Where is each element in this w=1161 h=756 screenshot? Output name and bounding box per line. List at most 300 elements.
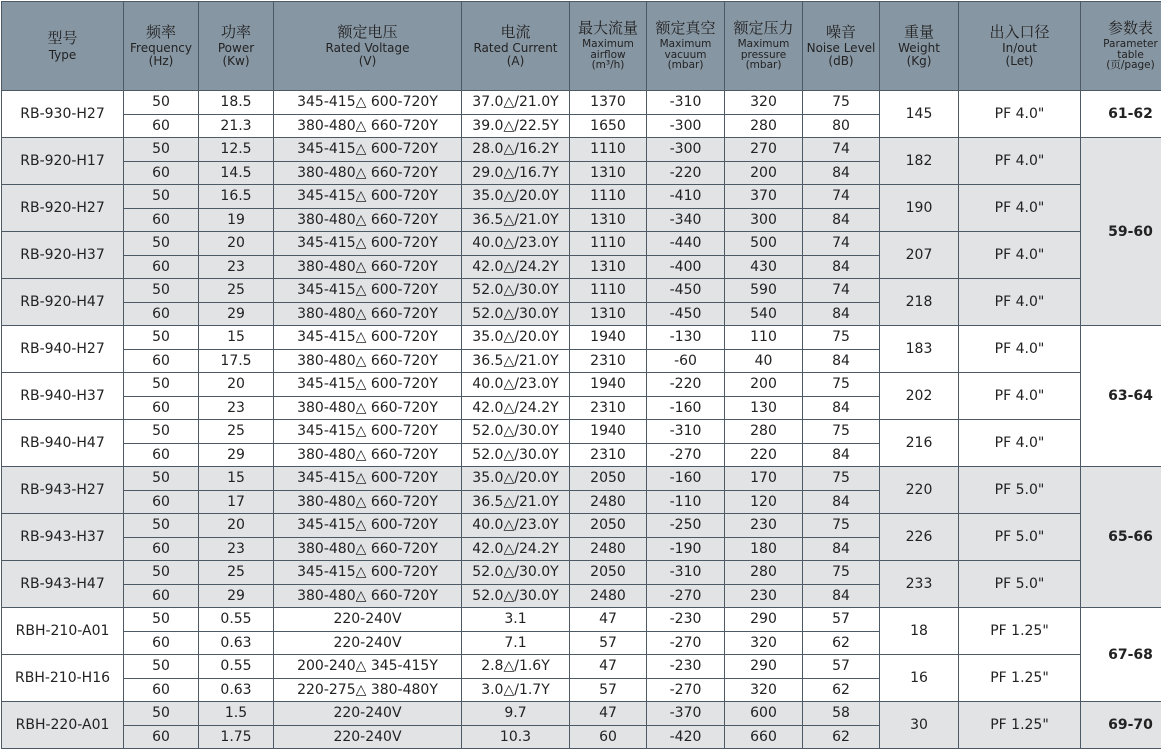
airflow-cell: 1310 — [570, 208, 647, 232]
frequency-cell: 60 — [124, 161, 199, 185]
in-out-cell: PF 5.0" — [959, 561, 1081, 608]
header-rated-current — [462, 2, 570, 91]
power-cell: 20 — [199, 514, 274, 538]
voltage-cell: 380-480△ 660-720Y — [274, 537, 462, 561]
current-cell: 42.0△/24.2Y — [462, 537, 570, 561]
noise-cell: 84 — [803, 349, 880, 373]
voltage-cell: 345-415△ 600-720Y — [274, 420, 462, 444]
current-cell: 36.5△/21.0Y — [462, 490, 570, 514]
header-type-en-0: Type — [2, 49, 123, 62]
header-frequency-en-0: Frequency — [124, 42, 198, 55]
frequency-cell: 50 — [124, 326, 199, 350]
header-noise-level-en-1: (dB) — [803, 55, 879, 68]
power-cell: 25 — [199, 279, 274, 303]
airflow-cell: 1650 — [570, 114, 647, 138]
weight-cell: 145 — [880, 91, 959, 138]
power-cell: 20 — [199, 232, 274, 256]
in-out-cell: PF 5.0" — [959, 514, 1081, 561]
noise-cell: 74 — [803, 138, 880, 162]
voltage-cell: 220-240V — [274, 725, 462, 749]
noise-cell: 75 — [803, 514, 880, 538]
power-cell: 25 — [199, 561, 274, 585]
voltage-cell: 345-415△ 600-720Y — [274, 373, 462, 397]
power-cell: 15 — [199, 467, 274, 491]
table-row — [2, 279, 1161, 303]
airflow-cell: 1110 — [570, 232, 647, 256]
header-rated-current-en-0: Rated Current — [462, 42, 569, 55]
in-out-cell: PF 1.25" — [959, 702, 1081, 749]
header-weight-en-0: Weight — [880, 42, 958, 55]
pressure-cell: 200 — [725, 161, 803, 185]
vacuum-cell: -160 — [647, 467, 725, 491]
vacuum-cell: -410 — [647, 185, 725, 209]
header-max-airflow-en-0: Maximum — [570, 39, 646, 50]
current-cell: 7.1 — [462, 631, 570, 655]
header-rated-voltage-en-1: (V) — [274, 55, 461, 68]
vacuum-cell: -420 — [647, 725, 725, 749]
parameter-table — [1, 1, 1161, 749]
vacuum-cell: -230 — [647, 608, 725, 632]
header-parameter-table-en-1: table — [1081, 50, 1161, 61]
airflow-cell: 2050 — [570, 561, 647, 585]
header-max-pressure-zh: 额定压力 — [725, 21, 802, 37]
page-ref-cell: 65-66 — [1081, 467, 1161, 608]
header-frequency-zh: 频率 — [124, 25, 198, 41]
power-cell: 15 — [199, 326, 274, 350]
header-rated-voltage — [274, 2, 462, 91]
table-row — [2, 326, 1161, 350]
in-out-cell: PF 4.0" — [959, 420, 1081, 467]
table-row — [2, 232, 1161, 256]
weight-cell: 16 — [880, 655, 959, 702]
header-in-out-en-0: In/out — [959, 42, 1080, 55]
header-max-pressure-en-2: (mbar) — [725, 60, 802, 71]
power-cell: 0.63 — [199, 631, 274, 655]
model-type-cell: RBH-210-H16 — [2, 655, 124, 702]
pressure-cell: 320 — [725, 678, 803, 702]
header-in-out-zh: 出入口径 — [959, 25, 1080, 41]
pressure-cell: 320 — [725, 631, 803, 655]
current-cell: 3.0△/1.7Y — [462, 678, 570, 702]
power-cell: 1.5 — [199, 702, 274, 726]
noise-cell: 84 — [803, 584, 880, 608]
current-cell: 52.0△/30.0Y — [462, 302, 570, 326]
model-type-cell: RB-930-H27 — [2, 91, 124, 138]
header-weight-zh: 重量 — [880, 25, 958, 41]
pressure-cell: 200 — [725, 373, 803, 397]
noise-cell: 75 — [803, 561, 880, 585]
header-max-airflow-en-2: (m³/h) — [570, 60, 646, 71]
vacuum-cell: -440 — [647, 232, 725, 256]
vacuum-cell: -400 — [647, 255, 725, 279]
header-weight — [880, 2, 959, 91]
current-cell: 35.0△/20.0Y — [462, 326, 570, 350]
frequency-cell: 60 — [124, 255, 199, 279]
power-cell: 29 — [199, 584, 274, 608]
header-rated-current-zh: 电流 — [462, 25, 569, 41]
power-cell: 0.63 — [199, 678, 274, 702]
header-max-vacuum-en-0: Maximum — [647, 39, 724, 50]
voltage-cell: 200-240△ 345-415Y — [274, 655, 462, 679]
header-power-zh: 功率 — [199, 25, 273, 41]
vacuum-cell: -250 — [647, 514, 725, 538]
power-cell: 18.5 — [199, 91, 274, 115]
pressure-cell: 110 — [725, 326, 803, 350]
airflow-cell: 1110 — [570, 279, 647, 303]
frequency-cell: 60 — [124, 490, 199, 514]
pressure-cell: 500 — [725, 232, 803, 256]
airflow-cell: 1310 — [570, 302, 647, 326]
pressure-cell: 270 — [725, 138, 803, 162]
voltage-cell: 380-480△ 660-720Y — [274, 114, 462, 138]
in-out-cell: PF 4.0" — [959, 373, 1081, 420]
current-cell: 40.0△/23.0Y — [462, 373, 570, 397]
voltage-cell: 220-240V — [274, 702, 462, 726]
model-type-cell: RB-920-H37 — [2, 232, 124, 279]
header-max-pressure-en-1: pressure — [725, 50, 802, 61]
voltage-cell: 380-480△ 660-720Y — [274, 349, 462, 373]
vacuum-cell: -230 — [647, 655, 725, 679]
pressure-cell: 40 — [725, 349, 803, 373]
frequency-cell: 60 — [124, 302, 199, 326]
vacuum-cell: -220 — [647, 161, 725, 185]
airflow-cell: 2310 — [570, 396, 647, 420]
header-max-pressure — [725, 2, 803, 91]
pressure-cell: 120 — [725, 490, 803, 514]
noise-cell: 84 — [803, 302, 880, 326]
power-cell: 12.5 — [199, 138, 274, 162]
table-row — [2, 373, 1161, 397]
current-cell: 42.0△/24.2Y — [462, 255, 570, 279]
noise-cell: 84 — [803, 396, 880, 420]
pressure-cell: 430 — [725, 255, 803, 279]
voltage-cell: 220-275△ 380-480Y — [274, 678, 462, 702]
weight-cell: 202 — [880, 373, 959, 420]
model-type-cell: RB-940-H27 — [2, 326, 124, 373]
pressure-cell: 290 — [725, 655, 803, 679]
airflow-cell: 47 — [570, 655, 647, 679]
voltage-cell: 380-480△ 660-720Y — [274, 302, 462, 326]
vacuum-cell: -130 — [647, 326, 725, 350]
voltage-cell: 380-480△ 660-720Y — [274, 396, 462, 420]
vacuum-cell: -190 — [647, 537, 725, 561]
weight-cell: 18 — [880, 608, 959, 655]
airflow-cell: 2480 — [570, 584, 647, 608]
table-row — [2, 420, 1161, 444]
header-power — [199, 2, 274, 91]
vacuum-cell: -160 — [647, 396, 725, 420]
current-cell: 29.0△/16.7Y — [462, 161, 570, 185]
frequency-cell: 60 — [124, 725, 199, 749]
vacuum-cell: -270 — [647, 584, 725, 608]
airflow-cell: 1370 — [570, 91, 647, 115]
model-type-cell: RBH-210-A01 — [2, 608, 124, 655]
pressure-cell: 590 — [725, 279, 803, 303]
in-out-cell: PF 4.0" — [959, 185, 1081, 232]
current-cell: 52.0△/30.0Y — [462, 561, 570, 585]
voltage-cell: 345-415△ 600-720Y — [274, 185, 462, 209]
table-row — [2, 608, 1161, 632]
header-noise-level-en-0: Noise Level — [803, 42, 879, 55]
power-cell: 0.55 — [199, 608, 274, 632]
noise-cell: 57 — [803, 655, 880, 679]
in-out-cell: PF 4.0" — [959, 326, 1081, 373]
header-power-en-0: Power — [199, 42, 273, 55]
airflow-cell: 1310 — [570, 161, 647, 185]
frequency-cell: 50 — [124, 232, 199, 256]
power-cell: 25 — [199, 420, 274, 444]
header-rated-voltage-zh: 额定电压 — [274, 25, 461, 41]
current-cell: 52.0△/30.0Y — [462, 420, 570, 444]
header-type — [2, 2, 124, 91]
vacuum-cell: -110 — [647, 490, 725, 514]
frequency-cell: 60 — [124, 114, 199, 138]
model-type-cell: RB-943-H27 — [2, 467, 124, 514]
voltage-cell: 380-480△ 660-720Y — [274, 584, 462, 608]
voltage-cell: 220-240V — [274, 608, 462, 632]
frequency-cell: 60 — [124, 537, 199, 561]
header-max-airflow — [570, 2, 647, 91]
power-cell: 14.5 — [199, 161, 274, 185]
voltage-cell: 345-415△ 600-720Y — [274, 279, 462, 303]
pressure-cell: 660 — [725, 725, 803, 749]
current-cell: 42.0△/24.2Y — [462, 396, 570, 420]
pressure-cell: 170 — [725, 467, 803, 491]
vacuum-cell: -310 — [647, 420, 725, 444]
noise-cell: 62 — [803, 725, 880, 749]
header-rated-voltage-en-0: Rated Voltage — [274, 42, 461, 55]
frequency-cell: 50 — [124, 561, 199, 585]
table-row — [2, 702, 1161, 726]
frequency-cell: 50 — [124, 420, 199, 444]
page-ref-cell: 67-68 — [1081, 608, 1161, 702]
power-cell: 21.3 — [199, 114, 274, 138]
vacuum-cell: -270 — [647, 443, 725, 467]
in-out-cell: PF 4.0" — [959, 232, 1081, 279]
airflow-cell: 47 — [570, 608, 647, 632]
noise-cell: 74 — [803, 279, 880, 303]
vacuum-cell: -270 — [647, 631, 725, 655]
voltage-cell: 380-480△ 660-720Y — [274, 443, 462, 467]
header-parameter-table-zh: 参数表 — [1081, 21, 1161, 37]
weight-cell: 182 — [880, 138, 959, 185]
noise-cell: 84 — [803, 443, 880, 467]
model-type-cell: RB-920-H27 — [2, 185, 124, 232]
in-out-cell: PF 1.25" — [959, 608, 1081, 655]
weight-cell: 207 — [880, 232, 959, 279]
airflow-cell: 60 — [570, 725, 647, 749]
voltage-cell: 380-480△ 660-720Y — [274, 255, 462, 279]
frequency-cell: 50 — [124, 655, 199, 679]
airflow-cell: 47 — [570, 702, 647, 726]
vacuum-cell: -450 — [647, 279, 725, 303]
in-out-cell: PF 4.0" — [959, 279, 1081, 326]
noise-cell: 74 — [803, 185, 880, 209]
voltage-cell: 380-480△ 660-720Y — [274, 161, 462, 185]
airflow-cell: 2480 — [570, 490, 647, 514]
power-cell: 17.5 — [199, 349, 274, 373]
frequency-cell: 50 — [124, 91, 199, 115]
power-cell: 1.75 — [199, 725, 274, 749]
weight-cell: 216 — [880, 420, 959, 467]
noise-cell: 62 — [803, 678, 880, 702]
pressure-cell: 280 — [725, 420, 803, 444]
current-cell: 35.0△/20.0Y — [462, 185, 570, 209]
frequency-cell: 60 — [124, 443, 199, 467]
in-out-cell: PF 4.0" — [959, 91, 1081, 138]
header-rated-current-en-1: (A) — [462, 55, 569, 68]
frequency-cell: 60 — [124, 208, 199, 232]
noise-cell: 74 — [803, 232, 880, 256]
current-cell: 52.0△/30.0Y — [462, 443, 570, 467]
frequency-cell: 60 — [124, 584, 199, 608]
header-row — [2, 2, 1161, 91]
table-body — [2, 91, 1161, 749]
model-type-cell: RB-943-H47 — [2, 561, 124, 608]
noise-cell: 84 — [803, 537, 880, 561]
page-ref-cell: 69-70 — [1081, 702, 1161, 749]
frequency-cell: 60 — [124, 678, 199, 702]
frequency-cell: 50 — [124, 467, 199, 491]
noise-cell: 75 — [803, 420, 880, 444]
weight-cell: 233 — [880, 561, 959, 608]
power-cell: 16.5 — [199, 185, 274, 209]
noise-cell: 57 — [803, 608, 880, 632]
current-cell: 35.0△/20.0Y — [462, 467, 570, 491]
vacuum-cell: -300 — [647, 138, 725, 162]
frequency-cell: 60 — [124, 349, 199, 373]
table-row — [2, 514, 1161, 538]
weight-cell: 190 — [880, 185, 959, 232]
frequency-cell: 60 — [124, 396, 199, 420]
noise-cell: 75 — [803, 91, 880, 115]
power-cell: 23 — [199, 255, 274, 279]
noise-cell: 80 — [803, 114, 880, 138]
current-cell: 2.8△/1.6Y — [462, 655, 570, 679]
in-out-cell: PF 4.0" — [959, 138, 1081, 185]
vacuum-cell: -310 — [647, 91, 725, 115]
header-max-vacuum-en-1: vacuum — [647, 50, 724, 61]
page-ref-cell: 59-60 — [1081, 138, 1161, 326]
header-parameter-table — [1081, 2, 1161, 91]
voltage-cell: 345-415△ 600-720Y — [274, 138, 462, 162]
noise-cell: 75 — [803, 326, 880, 350]
airflow-cell: 57 — [570, 631, 647, 655]
noise-cell: 75 — [803, 467, 880, 491]
table-row — [2, 185, 1161, 209]
weight-cell: 30 — [880, 702, 959, 749]
airflow-cell: 1110 — [570, 138, 647, 162]
current-cell: 40.0△/23.0Y — [462, 514, 570, 538]
in-out-cell: PF 5.0" — [959, 467, 1081, 514]
header-type-zh: 型号 — [2, 31, 123, 47]
voltage-cell: 345-415△ 600-720Y — [274, 326, 462, 350]
frequency-cell: 50 — [124, 514, 199, 538]
airflow-cell: 2050 — [570, 467, 647, 491]
in-out-cell: PF 1.25" — [959, 655, 1081, 702]
model-type-cell: RB-943-H37 — [2, 514, 124, 561]
noise-cell: 84 — [803, 208, 880, 232]
pressure-cell: 540 — [725, 302, 803, 326]
page-ref-cell: 63-64 — [1081, 326, 1161, 467]
weight-cell: 183 — [880, 326, 959, 373]
noise-cell: 84 — [803, 161, 880, 185]
weight-cell: 218 — [880, 279, 959, 326]
airflow-cell: 1940 — [570, 326, 647, 350]
header-max-vacuum-zh: 额定真空 — [647, 21, 724, 37]
table-row — [2, 91, 1161, 115]
frequency-cell: 50 — [124, 702, 199, 726]
table-row — [2, 138, 1161, 162]
power-cell: 19 — [199, 208, 274, 232]
power-cell: 29 — [199, 443, 274, 467]
power-cell: 0.55 — [199, 655, 274, 679]
weight-cell: 226 — [880, 514, 959, 561]
pressure-cell: 180 — [725, 537, 803, 561]
frequency-cell: 50 — [124, 138, 199, 162]
pressure-cell: 220 — [725, 443, 803, 467]
airflow-cell: 2310 — [570, 349, 647, 373]
pressure-cell: 280 — [725, 561, 803, 585]
current-cell: 37.0△/21.0Y — [462, 91, 570, 115]
pressure-cell: 130 — [725, 396, 803, 420]
noise-cell: 75 — [803, 373, 880, 397]
airflow-cell: 57 — [570, 678, 647, 702]
power-cell: 20 — [199, 373, 274, 397]
voltage-cell: 380-480△ 660-720Y — [274, 490, 462, 514]
header-in-out — [959, 2, 1081, 91]
header-max-vacuum-en-2: (mbar) — [647, 60, 724, 71]
header-noise-level-zh: 噪音 — [803, 25, 879, 41]
model-type-cell: RB-920-H47 — [2, 279, 124, 326]
header-max-vacuum — [647, 2, 725, 91]
header-noise-level — [803, 2, 880, 91]
page-ref-cell: 61-62 — [1081, 91, 1161, 138]
noise-cell: 62 — [803, 631, 880, 655]
header-parameter-table-en-2: (页/page) — [1081, 60, 1161, 71]
frequency-cell: 50 — [124, 608, 199, 632]
header-parameter-table-en-0: Parameter — [1081, 39, 1161, 50]
table-row — [2, 467, 1161, 491]
current-cell: 36.5△/21.0Y — [462, 208, 570, 232]
power-cell: 23 — [199, 537, 274, 561]
pressure-cell: 230 — [725, 584, 803, 608]
current-cell: 40.0△/23.0Y — [462, 232, 570, 256]
vacuum-cell: -450 — [647, 302, 725, 326]
model-type-cell: RBH-220-A01 — [2, 702, 124, 749]
current-cell: 36.5△/21.0Y — [462, 349, 570, 373]
current-cell: 10.3 — [462, 725, 570, 749]
header-frequency — [124, 2, 199, 91]
noise-cell: 84 — [803, 255, 880, 279]
airflow-cell: 1940 — [570, 373, 647, 397]
current-cell: 52.0△/30.0Y — [462, 279, 570, 303]
header-power-en-1: (Kw) — [199, 55, 273, 68]
vacuum-cell: -270 — [647, 678, 725, 702]
voltage-cell: 220-240V — [274, 631, 462, 655]
frequency-cell: 50 — [124, 373, 199, 397]
vacuum-cell: -340 — [647, 208, 725, 232]
pressure-cell: 320 — [725, 91, 803, 115]
noise-cell: 84 — [803, 490, 880, 514]
pressure-cell: 370 — [725, 185, 803, 209]
header-weight-en-1: (Kg) — [880, 55, 958, 68]
table-row — [2, 561, 1161, 585]
vacuum-cell: -60 — [647, 349, 725, 373]
airflow-cell: 1310 — [570, 255, 647, 279]
noise-cell: 58 — [803, 702, 880, 726]
pressure-cell: 230 — [725, 514, 803, 538]
